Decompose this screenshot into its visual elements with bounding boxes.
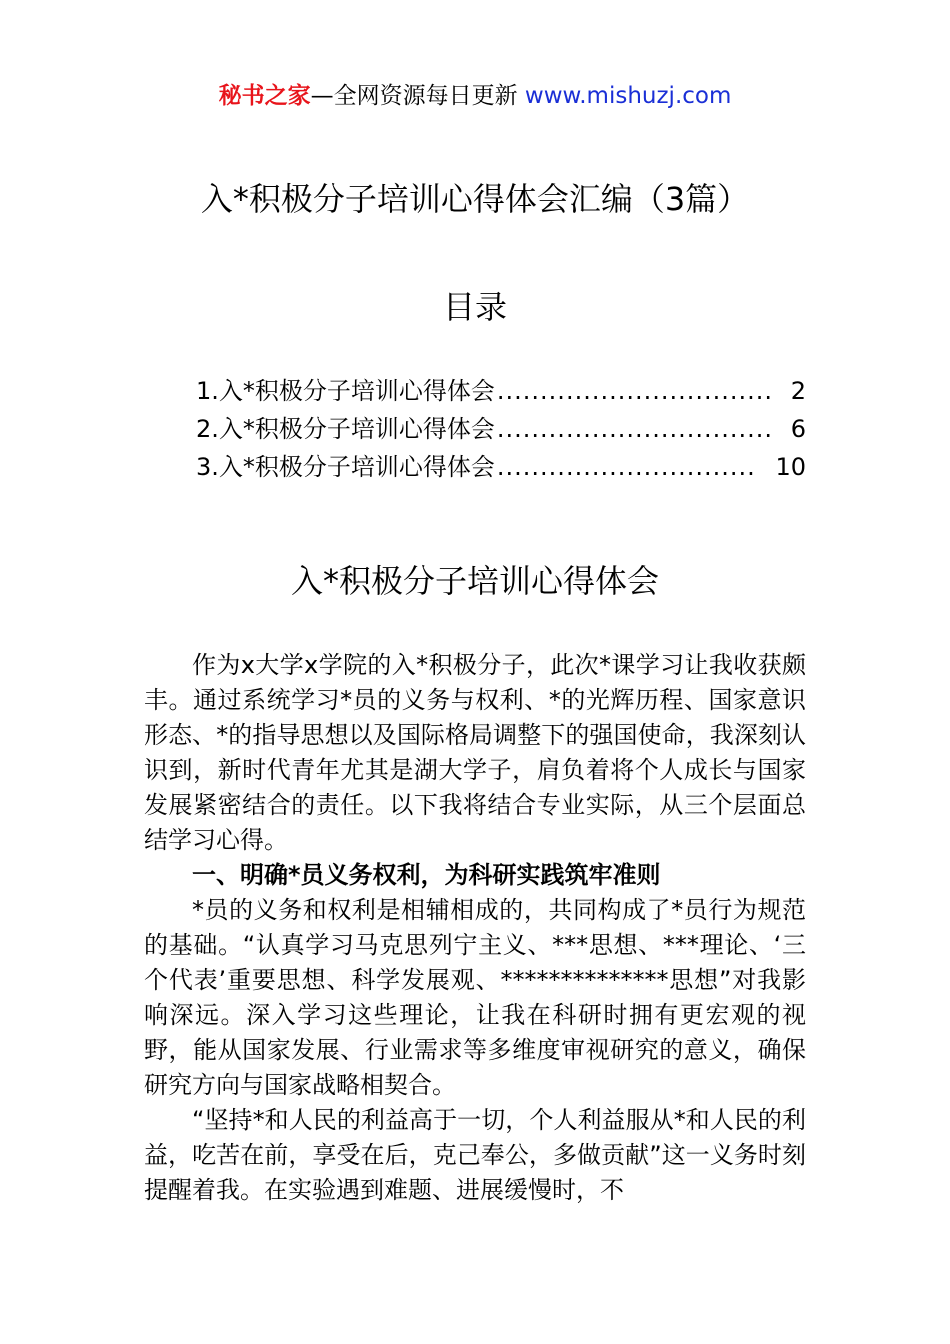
toc-page-number: 6 [790,415,806,443]
body-text [144,648,806,1208]
toc-heading: 目录 [442,288,507,326]
toc-entry-title: 1.入*积极分子培训心得体会 [196,377,495,405]
paragraph: *员的义务和权利是相辅相成的，共同构成了*员行为规范的基础。“认真学习马克思列宁主义、***思想、***理论、‘三个代表’重要思想、科学发展观、**************思想”对我影响深远。深入学习这些理论，让我在科研时拥有更宏观的视野，能从国家发展、行业需求等多维度审视研究的意义，确保研究方向与国家战略相契合。 [144,896,806,1099]
toc-entry-3[interactable] [196,448,806,486]
site-header [0,80,950,112]
header-separator: — [310,83,334,109]
toc-page-number: 2 [790,377,806,405]
toc-entry-title: 2.入*积极分子培训心得体会 [196,415,495,443]
toc-leader-dots: .............................. [496,453,756,481]
toc-entry-title: 3.入*积极分子培训心得体会 [196,453,495,481]
paragraph: 作为x大学x学院的入*积极分子，此次*课学习让我收获颇丰。通过系统学习*员的义务与权利、*的光辉历程、国家意识形态、*的指导思想以及国际格局调整下的强国使命，我深刻认识到，新时代青年尤其是湖大学子，肩负着将个人成长与国家发展紧密结合的责任。以下我将结合专业实际，从三个层面总结学习心得。 [144,651,806,854]
toc-leader-dots: ................................ [496,415,774,443]
toc-entry-1[interactable] [196,372,806,410]
toc-entry-2[interactable] [196,410,806,448]
toc-page-number: 10 [775,453,806,481]
header-tagline: 全网资源每日更新 [333,83,525,109]
paragraph: “坚持*和人民的利益高于一切，个人利益服从*和人民的利益，吃苦在前，享受在后，克己奉公，多做贡献”这一义务时刻提醒着我。在实验遇到难题、进展缓慢时，不 [144,1106,806,1204]
document-title: 入*积极分子培训心得体会汇编（3篇） [200,180,750,218]
toc-leader-dots: ................................ [496,377,774,405]
subsection-heading: 一、明确*员义务权利，为科研实践筑牢准则 [192,861,661,889]
section-title: 入*积极分子培训心得体会 [290,562,659,600]
site-brand: 秘书之家 [218,83,311,109]
table-of-contents [196,372,806,486]
site-url-link[interactable]: www.mishuzj.com [524,83,732,109]
